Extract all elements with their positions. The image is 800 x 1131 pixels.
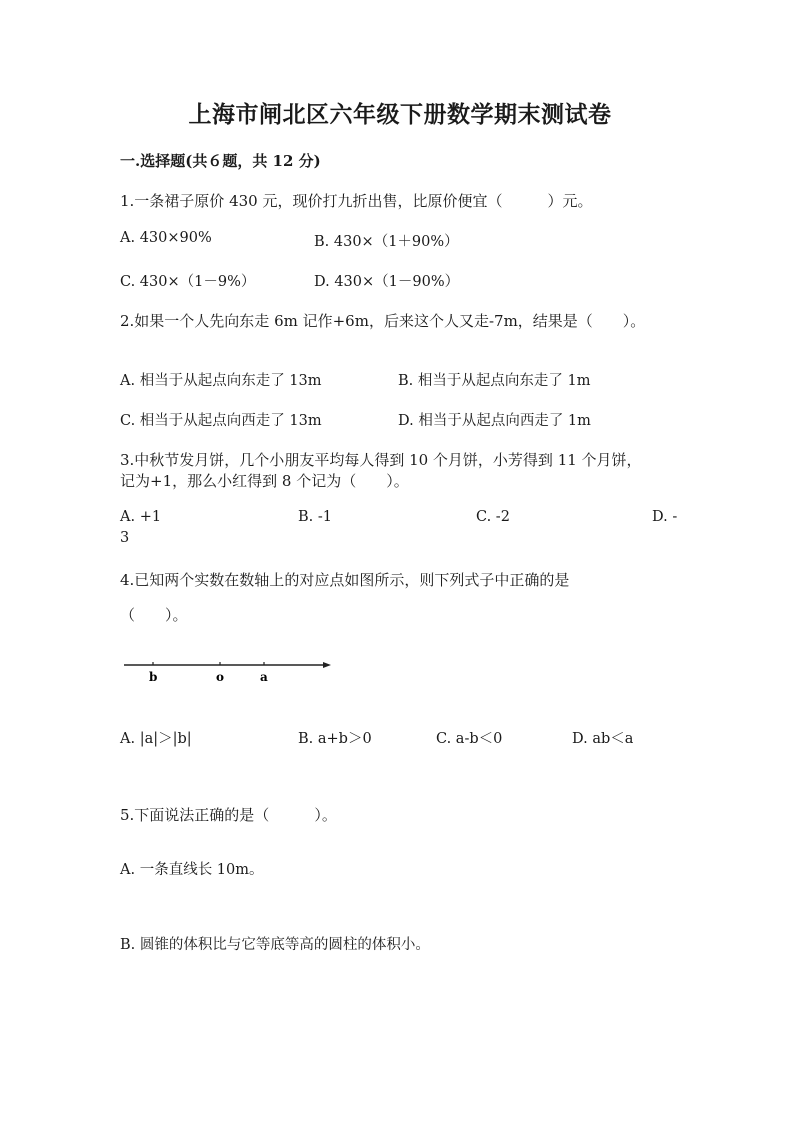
question-5-option-a: A. 一条直线长 10m。 [120,862,264,878]
question-4-option-b: B. a+b＞0 [298,731,372,747]
question-1-option-d: D. 430×（1－90%） [314,274,460,290]
question-3-option-d-wrap: 3 [120,530,130,546]
question-5-option-b: B. 圆锥的体积比与它等底等高的圆柱的体积小。 [120,937,430,953]
question-2-stem: 2.如果一个人先向东走 6m 记作+6m，后来这个人又走-7m，结果是（ ）。 [120,312,646,330]
question-3-option-a: A. +1 [120,509,162,525]
question-3-option-b: B. -1 [298,509,332,525]
question-1-stem: 1.一条裙子原价 430 元，现价打九折出售，比原价便宜（ ）元。 [120,192,593,210]
question-3-stem-line1: 3.中秋节发月饼，几个小朋友平均每人得到 10 个月饼，小芳得到 11 个月饼， [120,451,642,469]
question-2-option-a: A. 相当于从起点向东走了 13m [120,373,322,389]
section-heading: 一.选择题(共６题，共 12 分) [120,152,321,170]
label-b: b [149,670,158,684]
question-4-stem-line2: （ ）。 [120,606,188,624]
question-2-option-b: B. 相当于从起点向东走了 1m [398,373,591,389]
question-5-stem: 5.下面说法正确的是（ ）。 [120,806,337,824]
number-line-figure [122,656,332,686]
question-4-option-c: C. a-b＜0 [436,731,503,747]
question-1-option-a: A. 430×90% [120,230,212,246]
question-3-option-c: C. -2 [476,509,510,525]
page-title: 上海市闸北区六年级下册数学期末测试卷 [188,101,612,128]
question-1-option-b: B. 430×（1＋90%） [314,234,459,250]
question-1-option-c: C. 430×（1－9%） [120,274,256,290]
question-3-stem-line2: 记为+1，那么小红得到 8 个记为（ ）。 [120,472,409,490]
question-4-option-d: D. ab＜a [572,731,634,747]
label-a: a [260,670,268,684]
question-4-option-a: A. |a|＞|b| [120,731,192,747]
question-2-option-d: D. 相当于从起点向西走了 1m [398,413,591,429]
question-4-stem-line1: 4.已知两个实数在数轴上的对应点如图所示，则下列式子中正确的是 [120,571,570,589]
label-o: o [216,670,225,684]
question-2-option-c: C. 相当于从起点向西走了 13m [120,413,322,429]
question-3-option-d: D. - [652,509,678,525]
number-line-arrow [323,662,331,668]
